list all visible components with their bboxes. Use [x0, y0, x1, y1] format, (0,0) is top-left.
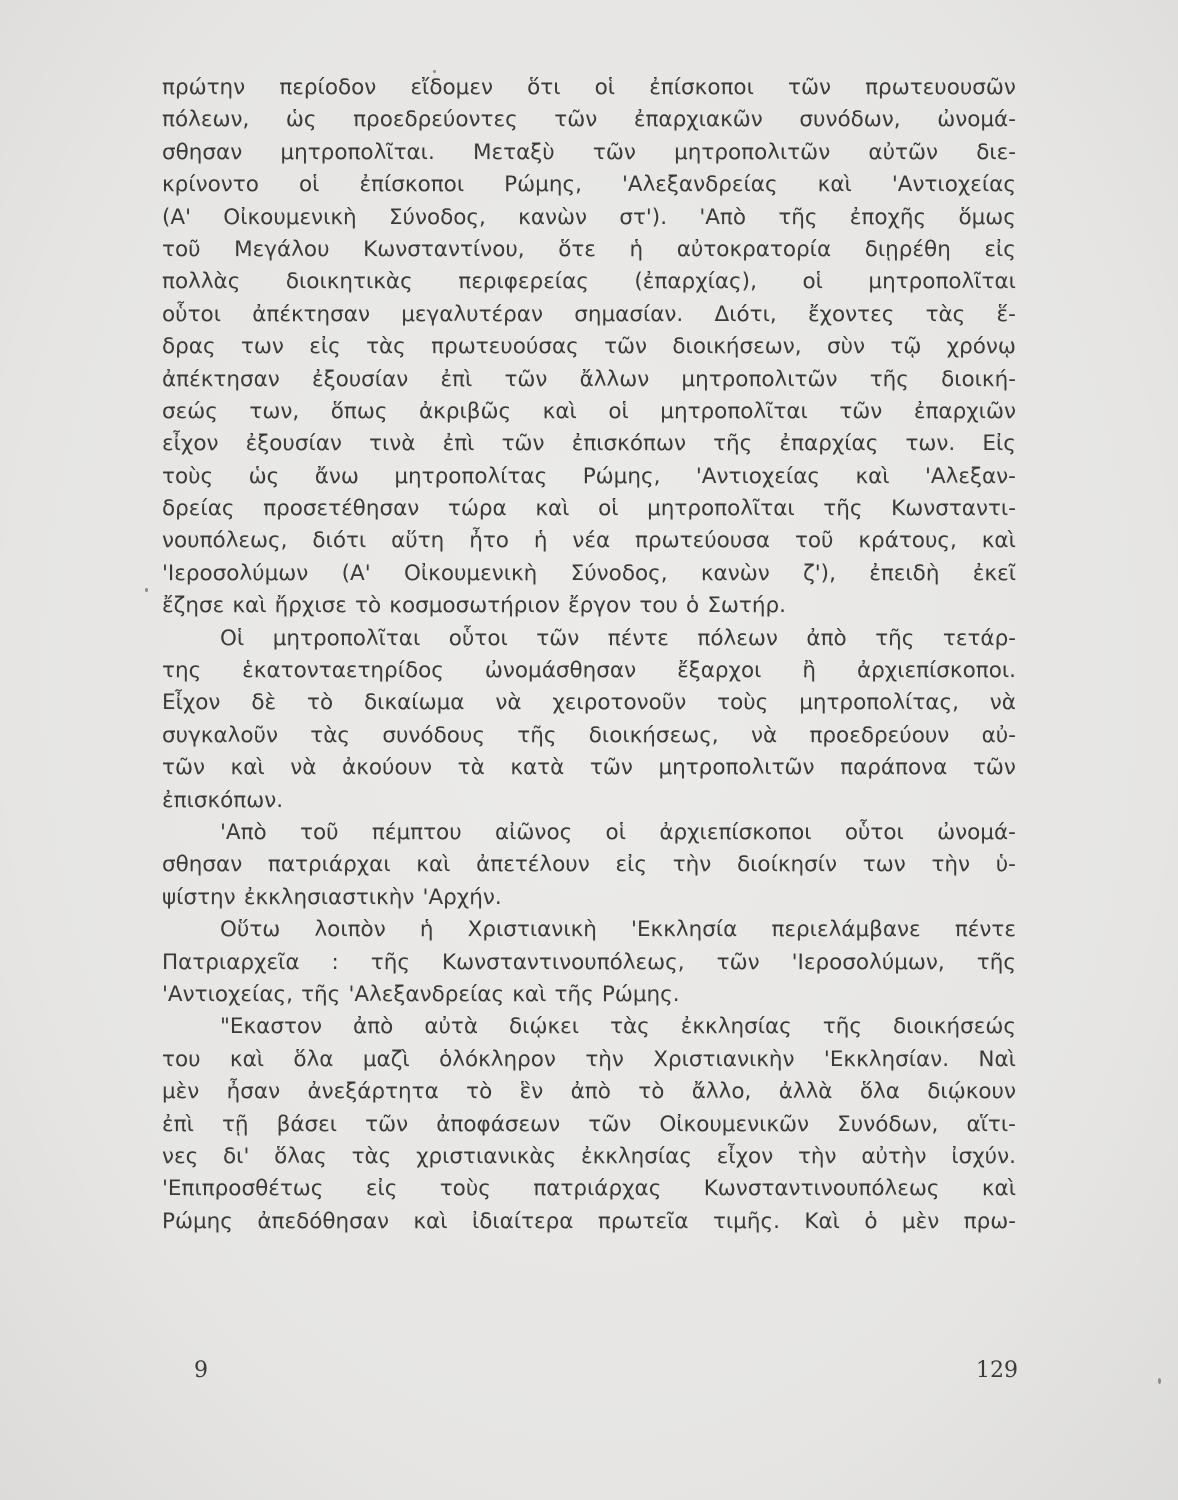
- text-line: 'Επιπροσθέτως εἰς τοὺς πατριάρχας Κωνσταντινουπόλεως καὶ: [162, 1176, 1016, 1202]
- text-line: σθησαν μητροπολῖται. Μεταξὺ τῶν μητροπολιτῶν αὐτῶν διε-: [162, 139, 1016, 165]
- text-line: ψίστην ἐκκλησιαστικὴν 'Αρχήν.: [162, 884, 502, 910]
- text-line: Ρώμης ἀπεδόθησαν καὶ ἰδιαίτερα πρωτεῖα τιμῆς. Καὶ ὁ μὲν πρω-: [162, 1208, 1016, 1234]
- text-line: συγκαλοῦν τὰς συνόδους τῆς διοικήσεως, νὰ προεδρεύουν αὐ-: [162, 722, 1016, 748]
- text-line: 'Ιεροσολύμων (Α' Οἰκουμενικὴ Σύνοδος, κανὼν ζ'), ἐπειδὴ ἐκεῖ: [162, 560, 1016, 586]
- text-line: δρείας προσετέθησαν τώρα καὶ οἱ μητροπολῖται τῆς Κωνσταντι-: [162, 496, 1016, 522]
- text-line: ἔζησε καὶ ἤρχισε τὸ κοσμοσωτήριον ἔργον του ὁ Σωτήρ.: [162, 593, 786, 619]
- text-line: 'Αντιοχείας, τῆς 'Αλεξανδρείας καὶ τῆς Ρώμης.: [162, 981, 680, 1007]
- text-line: σθησαν πατριάρχαι καὶ ἀπετέλουν εἰς τὴν διοίκησίν των τὴν ὑ-: [162, 852, 1016, 878]
- text-line: ἐπισκόπων.: [162, 787, 284, 813]
- text-line: νες δι' ὅλας τὰς χριστιανικὰς ἐκκλησίας εἶχον τὴν αὐτὴν ἰσχύν.: [162, 1143, 1016, 1169]
- signature-mark: 9: [194, 1358, 208, 1383]
- paper-speck: [1158, 1378, 1161, 1384]
- text-line: Οὕτω λοιπὸν ἡ Χριστιανικὴ 'Εκκλησία περιελάμβανε πέντε: [220, 917, 1016, 943]
- text-line: τοῦ Μεγάλου Κωνσταντίνου, ὅτε ἡ αὐτοκρατορία διῃρέθη εἰς: [162, 236, 1016, 262]
- text-line: 'Απὸ τοῦ πέμπτου αἰῶνος οἱ ἀρχιεπίσκοποι οὗτοι ὠνομά-: [220, 819, 1016, 845]
- text-line: τῶν καὶ νὰ ἀκούουν τὰ κατὰ τῶν μητροπολιτῶν παράπονα τῶν: [162, 755, 1016, 781]
- text-line: Εἶχον δὲ τὸ δικαίωμα νὰ χειροτονοῦν τοὺς μητροπολίτας, νὰ: [162, 690, 1016, 716]
- text-line: ἀπέκτησαν ἐξουσίαν ἐπὶ τῶν ἄλλων μητροπολιτῶν τῆς διοική-: [162, 366, 1016, 392]
- text-line: ἐπὶ τῇ βάσει τῶν ἀποφάσεων τῶν Οἰκουμενικῶν Συνόδων, αἵτι-: [162, 1111, 1016, 1137]
- text-line: κρίνοντο οἱ ἐπίσκοποι Ρώμης, 'Αλεξανδρείας καὶ 'Αντιοχείας: [162, 172, 1016, 198]
- text-line: πολλὰς διοικητικὰς περιφερείας (ἐπαρχίας), οἱ μητροπολῖται: [162, 269, 1016, 295]
- text-line: του καὶ ὅλα μαζὶ ὁλόκληρον τὴν Χριστιανικὴν 'Εκκλησίαν. Ναὶ: [162, 1046, 1016, 1072]
- text-line: (Α' Οἰκουμενικὴ Σύνοδος, κανὼν στ'). 'Απὸ τῆς ἐποχῆς ὅμως: [162, 204, 1016, 230]
- text-line: εἶχον ἐξουσίαν τινὰ ἐπὶ τῶν ἐπισκόπων τῆς ἐπαρχίας των. Εἰς: [162, 431, 1016, 457]
- text-line: πόλεων, ὡς προεδρεύοντες τῶν ἐπαρχιακῶν συνόδων, ὠνομά-: [162, 107, 1016, 133]
- text-line: Πατριαρχεῖα : τῆς Κωνσταντινουπόλεως, τῶν 'Ιεροσολύμων, τῆς: [162, 949, 1016, 975]
- page-number: 129: [976, 1358, 1018, 1383]
- paper-speck: [433, 70, 436, 73]
- text-line: "Εκαστον ἀπὸ αὐτὰ διῴκει τὰς ἐκκλησίας τῆς διοικήσεώς: [220, 1014, 1016, 1040]
- text-line: της ἑκατονταετηρίδος ὠνομάσθησαν ἔξαρχοι ἢ ἀρχιεπίσκοποι.: [162, 658, 1016, 684]
- text-line: οὗτοι ἀπέκτησαν μεγαλυτέραν σημασίαν. Διότι, ἔχοντες τὰς ἕ-: [162, 301, 1016, 327]
- text-line: μὲν ἦσαν ἀνεξάρτητα τὸ ἓν ἀπὸ τὸ ἄλλο, ἀλλὰ ὅλα διῴκουν: [162, 1079, 1016, 1105]
- text-line: πρώτην περίοδον εἴδομεν ὅτι οἱ ἐπίσκοποι τῶν πρωτευουσῶν: [162, 75, 1016, 100]
- paper-speck: [145, 588, 148, 592]
- text-line: δρας των εἰς τὰς πρωτευούσας τῶν διοικήσεων, σὺν τῷ χρόνῳ: [162, 334, 1016, 360]
- text-line: Οἱ μητροπολῖται οὗτοι τῶν πέντε πόλεων ἀπὸ τῆς τετάρ-: [220, 625, 1016, 651]
- text-line: σεώς των, ὅπως ἀκριβῶς καὶ οἱ μητροπολῖται τῶν ἐπαρχιῶν: [162, 398, 1016, 424]
- body-text: [162, 72, 1016, 1238]
- text-line: νουπόλεως, διότι αὕτη ἦτο ἡ νέα πρωτεύουσα τοῦ κράτους, καὶ: [162, 528, 1016, 554]
- text-line: τοὺς ὡς ἄνω μητροπολίτας Ρώμης, 'Αντιοχείας καὶ 'Αλεξαν-: [162, 463, 1016, 489]
